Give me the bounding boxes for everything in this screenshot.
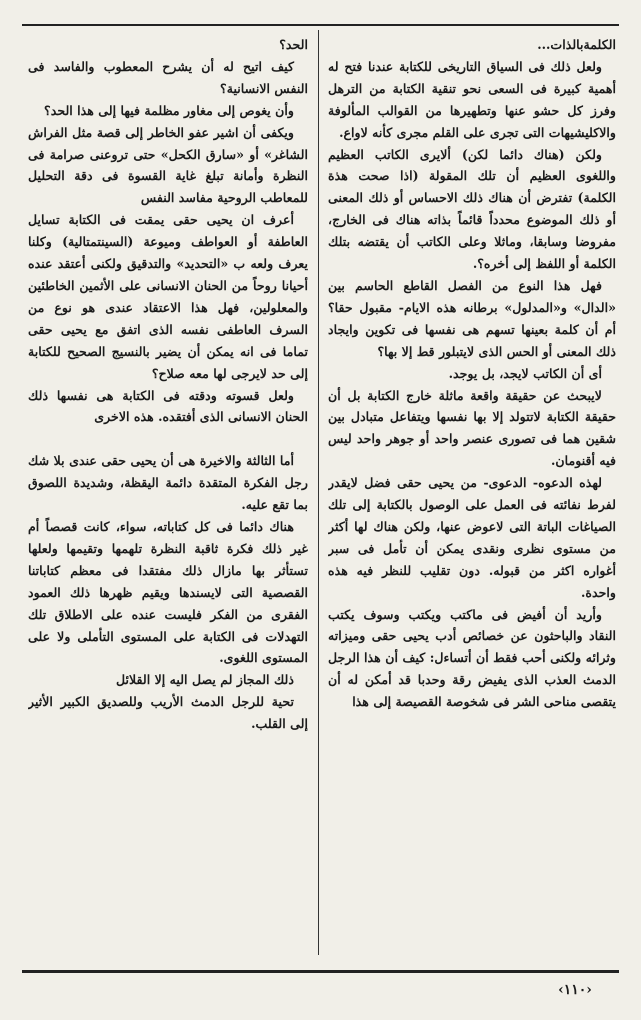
- paragraph: أى أن الكاتب لايجد، بل يوجد.: [448, 365, 602, 381]
- column-divider: [318, 30, 319, 955]
- paragraph: الحد؟: [279, 37, 308, 52]
- paragraph: ويكفى أن اشير عفو الخاطر إلى قصة مثل الفراش الشاغر» أو «سارق الكحل» حتى تروعنى صرامة فى النظرة وأمانة تبلغ غاية القسوة فى دقة التحليل للمعاطب الروحية مفاسد النفس: [28, 124, 308, 206]
- paragraph: ولعل قسوته ودقته فى الكتابة هى نفسها ذلك الحنان الانسانى الذى أفتقده. هذه الاخرى: [28, 387, 308, 425]
- paragraph: فهل هذا النوع من الفصل القاطع الحاسم بين «الدال» و«المدلول» برطانه هذه الايام- مقبول حقا؟ أم أن كلمة بعينها تسهم هى نفسها فى تكوين وايجاد ذلك المعنى أو الحس الذى لايتبلور قط إلا بها؟: [328, 277, 616, 359]
- section-heading: الكلمةبالذات...: [537, 37, 616, 52]
- paragraph: أما الثالثة والاخيرة هى أن يحيى حقى عندى بلا شك رجل الفكرة المتقدة دائمة اليقظة، وشديدة اللصوق بما تقع عليه.: [28, 453, 308, 513]
- paragraph: ولكن (هناك دائما لكن) ألايرى الكاتب العظيم واللغوى العظيم أن تلك المقولة (اذا صحت هذة الكلمة) تفترض أن هناك ذلك الاحساس أو ذلك المعنى أو ذلك الموضوع محدداً قائماً بذاته هناك فى الخارج، مفروضا وسابقا، وماثلا وعلى الكاتب أن يقتضه بتلك الكلمة أو اللفظ إلى أخره؟.: [328, 146, 616, 272]
- paragraph: وأن يغوص إلى مغاور مظلمة فيها إلى هذا الحد؟: [44, 102, 294, 118]
- bottom-rule: [22, 970, 619, 973]
- left-column: [28, 34, 308, 954]
- paragraph: لهذه الدعوه- الدعوى- من يحيى حقى فضل لايقدر لفرط نفائته فى العمل على الوصول بالكتابة إلى تلك الصياغات الباتة التى لاعوض عنها، ولكن هناك لها أكثر من مستوى نظرى ونقدى يمكن أن تأمل فى سبر أغواره اكثر من قبوله. دون تقليب للنظر فيه هذه واحدة.: [328, 475, 616, 600]
- paragraph: كيف اتيح له أن يشرح المعطوب والفاسد فى النفس الانسانية؟: [28, 58, 308, 96]
- top-rule: [22, 24, 619, 26]
- paragraph-gap: [28, 428, 308, 450]
- paragraph: وأريد أن أفيض فى ماكتب ويكتب وسوف يكتب النقاد والباحثون عن خصائص أدب يحيى حقى وميزاته وثرائه ولكنى أحب فقط أن أتساءل: كيف أن هذا الرجل الدمث العذب الذى يفيض رقة وحدبا قد أمكن له أن يتقصى مناحى الشر فى شخوصة القصيصة إلى هذا: [328, 606, 616, 710]
- paragraph: ذلك المجاز لم يصل اليه إلا القلائل: [115, 672, 294, 688]
- right-column: [328, 34, 616, 954]
- paragraph: تحية للرجل الدمث الأريب وللصديق الكبير الأثير إلى القلب.: [28, 694, 308, 732]
- paragraph: أعرف ان يحيى حقى يمقت فى الكتابة تسايل العاطفة أو العواطف وميوعة (السينتمتالية) وكلنا يعرف ولعه ب «التحديد» والتدقيق ولكنى أعتقد عنده أحيانا روحاً من الحنان الانسانى على الأثمين الخاطئين والمعلولين، فهل هذا الاعتقاد عندى هو نوع من السرف العاطفى نفسه الذى اتفق مع يحيى حقى تماما فى انه يمكن أن يضير بالنسيج الصحيح للكتابة إلى حد لايرجى لها معه صلاح؟: [28, 212, 308, 381]
- page-number: ‹١١٠›: [558, 982, 592, 998]
- paragraph: هناك دائما فى كل كتاباته، سواء، كانت قصصاً أم غير ذلك فكرة ثاقبة النظرة تلهمها وتقيمها ولعلها تستأثر بها مازال ذلك مفتقدا فى معظم كتاباتنا القصصية التى لايسندها ويقيم ظهرها ذلك العمود الفقرى من الفكر فليست عنده على الاطلاق تلك التهدلات فى الكتابة على المستوى التأملى ولا على المستوى اللغوى.: [28, 519, 308, 666]
- paragraph: لايبحث عن حقيقة واقعة ماثلة خارج الكتابة بل أن حقيقة الكتابة لاتتولد إلا بها نفسها ويتفاعل متبادل بين شقين هما فى تصورى عنصر واحد أو جوهر واحد ليس فيه أقنومان.: [328, 387, 616, 469]
- paragraph: ولعل ذلك فى السياق التاريخى للكتابة عندنا فتح له أهمية كبيرة فى السعى نحو تنقية الكتابة من الترهل وفرز كل حشو عنها وتطهيرها من القوالب المألوفة والاكليشيهات التى تجرى على القلم مجرى كأنه لاواع.: [328, 58, 616, 140]
